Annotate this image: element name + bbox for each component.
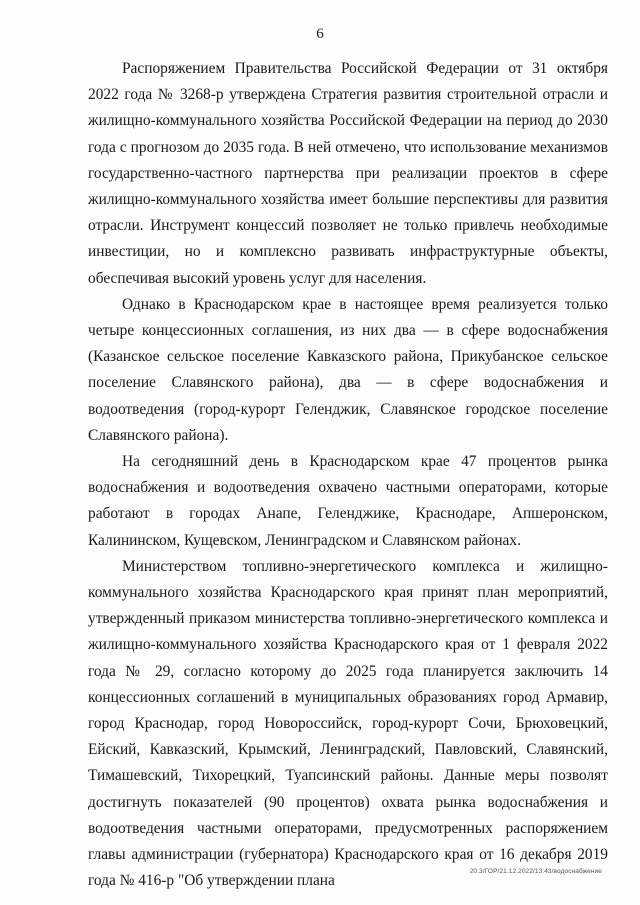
paragraph-ministry-plan: Министерством топливно-энергетического комплекса и жилищно-коммунального хозяйства Краснодарского края принят план мероприятий, утвержденный приказом министерства топливно-энергетического комплекса и жилищно-коммунального хозяйства Краснодарского края от 1 февраля 2022 года № 29, согласно которому до 2025 года планируется заключить 14 концессионных соглашений в муниципальных образованиях город Армавир, город Краснодар, город Новороссийск, город-курорт Сочи, Брюховецкий, Ейский, Кавказский, Крымский, Ленинградский, Павловский, Славянский, Тимашевский, Тихорецкий, Туапсинский районы. Данные меры позволят достигнуть показателей (90 процентов) охвата рынка водоснабжения и водоотведения частными операторами, предусмотренных распоряжением главы администрации (губернатора) Краснодарского края от 16 декабря 2019 года № 416-р "Об утверждении плана: [88, 557, 608, 890]
paragraph-strategy: Распоряжением Правительства Российской Федерации от 31 октября 2022 года № 3268-р утверждена Стратегия развития строительной отрасли и жилищно-коммунального хозяйства Российской Федерации на период до 2030 года с прогнозом до 2035 года. В ней отмечено, что использование механизмов государственно-частного партнерства при реализации проектов в сфере жилищно-коммунального хозяйства имеет большие перспективы для развития отрасли. Инструмент концессий позволяет не только привлечь необходимые инвестиции, но и комплексно развивать инфраструктурные объекты, обеспечивая высокий уровень услуг для населения.: [88, 60, 608, 287]
paragraph-market-share: На сегодняшний день в Краснодарском крае 47 процентов рынка водоснабжения и водоотведения охвачено частными операторами, которые работают в городах Анапе, Геленджике, Краснодаре, Апшеронском, Калининском, Кущевском, Ленинградском и Славянском районах.: [88, 453, 608, 549]
page-number: 6: [316, 26, 324, 42]
footer-document-code: 20.3/ГОР/21.12.2022/13:43/водоснабжение: [469, 868, 602, 875]
document-body: [88, 56, 608, 895]
paragraph-concessions: Однако в Краснодарском крае в настоящее время реализуется только четыре концессионных соглашения, из них два — в сфере водоснабжения (Казанское сельское поселение Кавказского района, Прикубанское сельское поселение Славянского района), два — в сфере водоснабжения и водоотведения (город-курорт Геленджик, Славянское городское поселение Славянского района).: [88, 295, 608, 444]
